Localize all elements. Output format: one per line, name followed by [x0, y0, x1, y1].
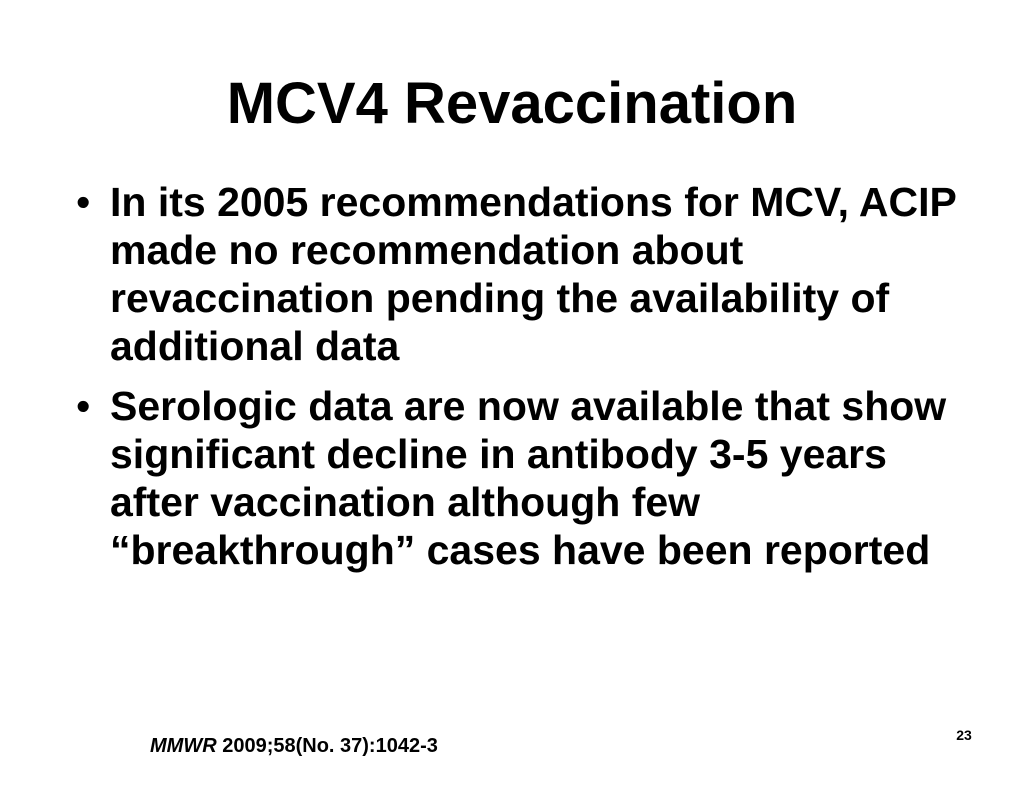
- citation-footer: [150, 733, 438, 759]
- bullet-item: [76, 178, 970, 370]
- citation-journal: MMWR: [150, 735, 217, 757]
- bullet-marker: •: [76, 179, 91, 225]
- bullet-item: [76, 382, 970, 574]
- citation-reference: 2009;58(No. 37):1042-3: [216, 735, 438, 757]
- page-number: 23: [956, 727, 972, 743]
- bullet-list: [76, 178, 996, 586]
- bullet-marker: •: [76, 383, 91, 429]
- bullet-text: Serologic data are now available that show significant decline in antibody 3-5 years after vaccination although few “breakthrough” cases have been reported: [110, 383, 947, 573]
- slide-title: MCV4 Revaccination: [226, 71, 798, 136]
- bullet-text: In its 2005 recommendations for MCV, ACIP made no recommendation about revaccination pending the availability of additional data: [110, 179, 957, 369]
